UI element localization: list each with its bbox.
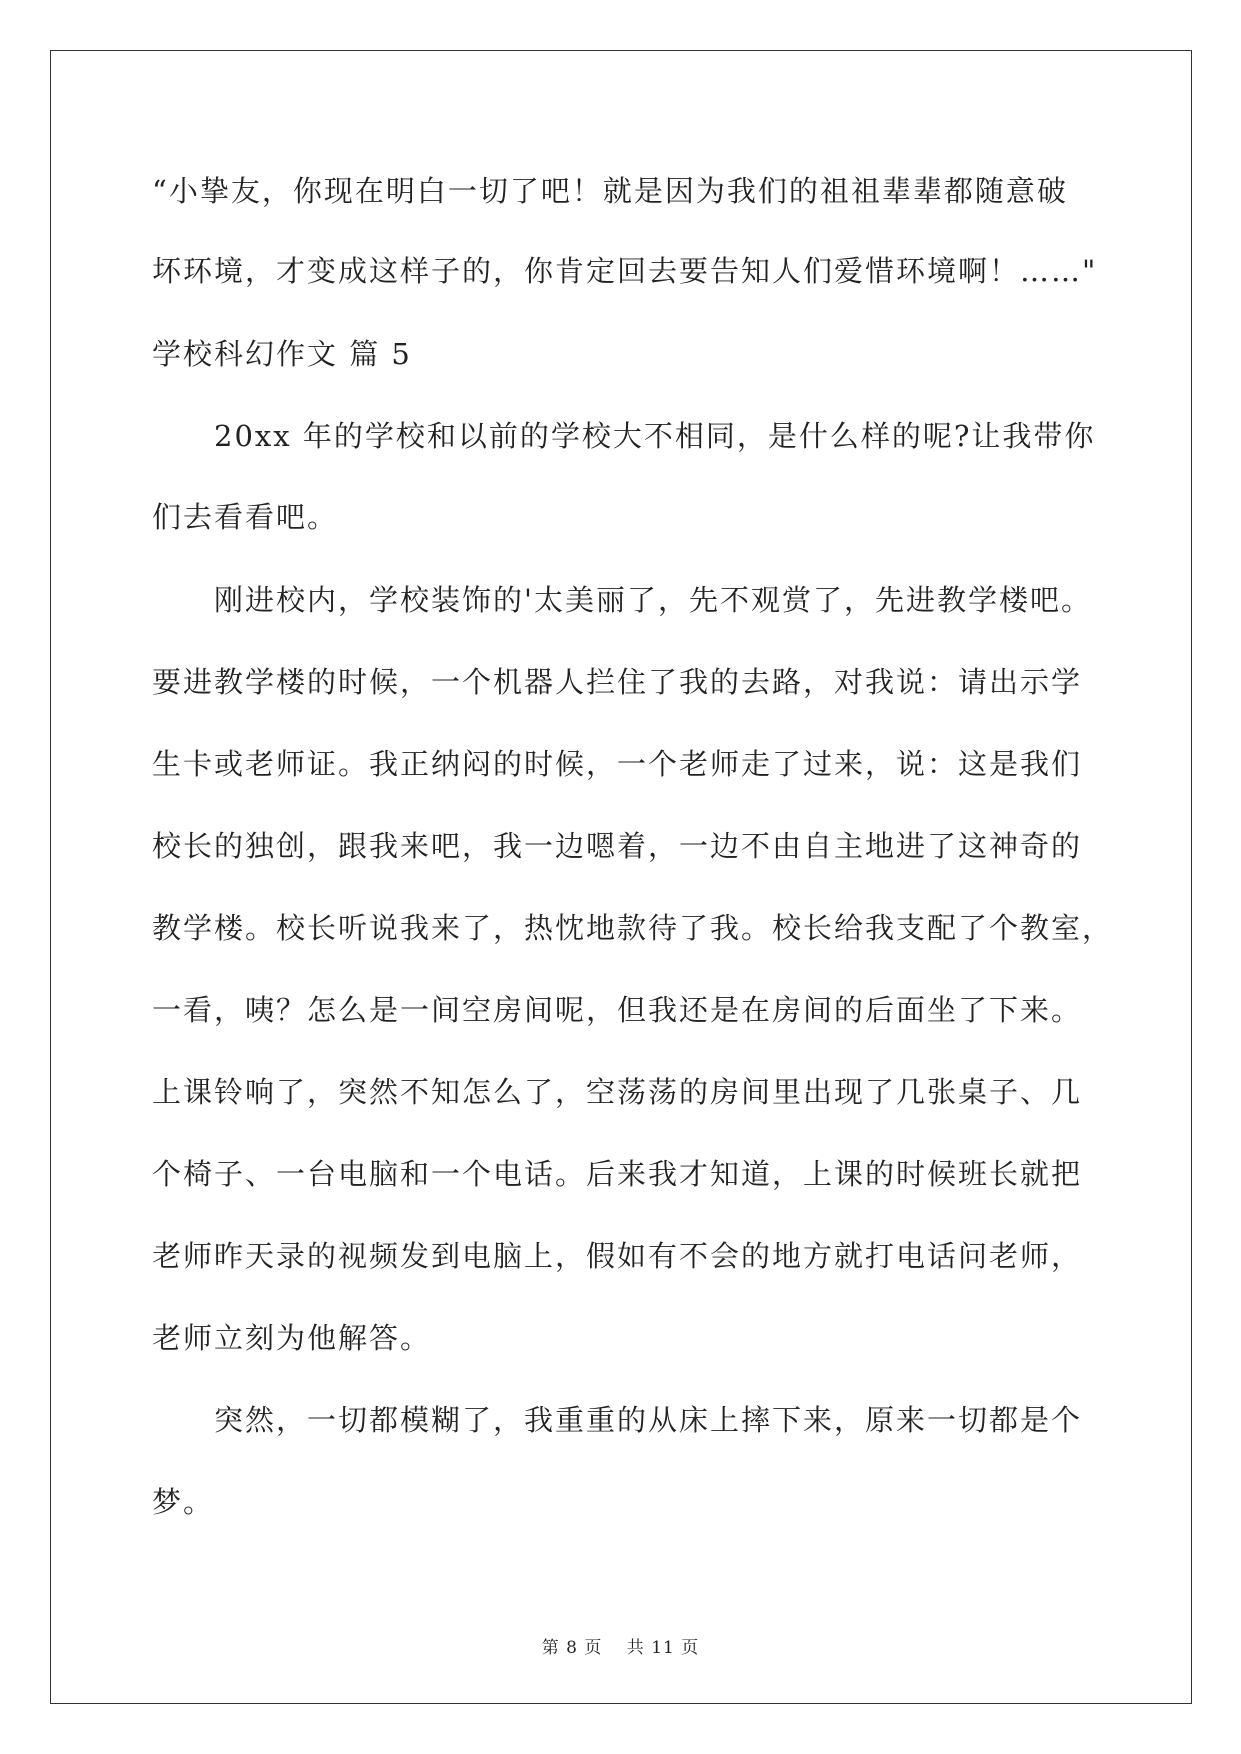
text-line: “小挚友，你现在明白一切了吧！就是因为我们的祖祖辈辈都随意破 bbox=[152, 174, 1068, 208]
text-line: 坏环境，才变成这样子的，你肯定回去要告知人们爱惜环境啊！……" bbox=[152, 254, 1098, 288]
text-line: 20xx 年的学校和以前的学校大不相同，是什么样的呢?让我带你 bbox=[152, 419, 1096, 453]
text-line: 校长的独创，跟我来吧，我一边嗯着，一边不由自主地进了这神奇的 bbox=[152, 829, 1083, 863]
text-line: 一看，咦？怎么是一间空房间呢，但我还是在房间的后面坐了下来。 bbox=[152, 993, 1083, 1027]
text-line: 梦。 bbox=[152, 1485, 215, 1519]
text-line: 个椅子、一台电脑和一个电话。后来我才知道，上课的时候班长就把 bbox=[152, 1157, 1083, 1191]
text-line: 要进教学楼的时候，一个机器人拦住了我的去路，对我说：请出示学 bbox=[152, 665, 1083, 699]
text-line: 老师立刻为他解答。 bbox=[152, 1321, 432, 1355]
page-border bbox=[50, 50, 1192, 1704]
text-line: 生卡或老师证。我正纳闷的时候，一个老师走了过来，说：这是我们 bbox=[152, 747, 1083, 781]
text-line: 们去看看吧。 bbox=[152, 500, 339, 534]
text-line: 上课铃响了，突然不知怎么了，空荡荡的房间里出现了几张桌子、几 bbox=[152, 1075, 1083, 1109]
text-line: 教学楼。校长听说我来了，热忱地款待了我。校长给我支配了个教室， bbox=[152, 911, 1114, 945]
text-line: 突然，一切都模糊了，我重重的从床上摔下来，原来一切都是个 bbox=[152, 1403, 1083, 1437]
text-line: 老师昨天录的视频发到电脑上，假如有不会的地方就打电话问老师， bbox=[152, 1239, 1083, 1273]
section-heading: 学校科幻作文 篇 5 bbox=[152, 337, 412, 371]
text-line: 刚进校内，学校装饰的'太美丽了，先不观赏了，先进教学楼吧。 bbox=[152, 583, 1092, 617]
page-number-footer: 第 8 页 共 11 页 bbox=[541, 1638, 700, 1658]
